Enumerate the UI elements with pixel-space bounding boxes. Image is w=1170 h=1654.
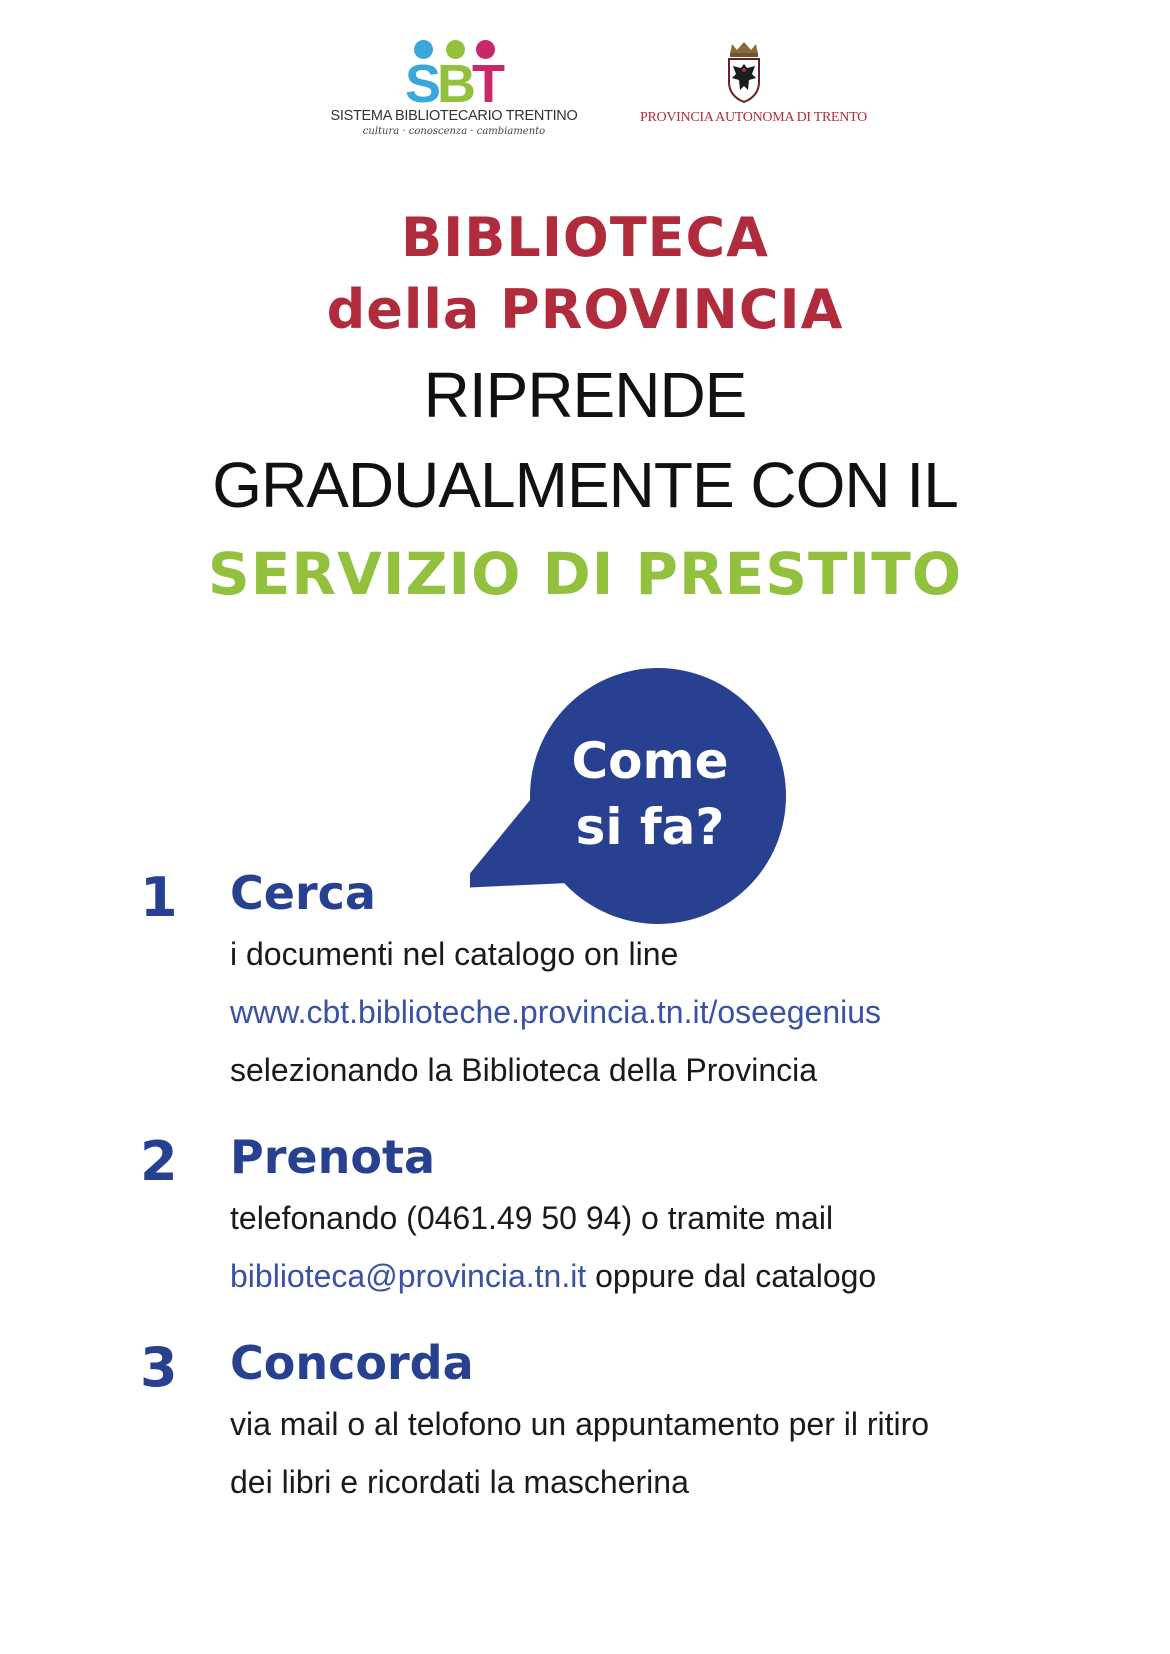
bubble-text [515, 728, 785, 860]
step-3-line-2: dei libri e ricordati la mascherina [230, 1464, 689, 1500]
bubble-line-2: si fa? [575, 798, 725, 856]
provincia-name: PROVINCIA AUTONOMA DI TRENTO [640, 110, 867, 125]
sbt-letter-b: B [437, 54, 473, 114]
step-3-number: 3 [140, 1336, 178, 1399]
step-2-line-2 [230, 1258, 876, 1295]
step-3-line-1: via mail o al telofono un appuntamento per il ritiro [230, 1406, 930, 1442]
step-2-number: 2 [140, 1130, 178, 1193]
sbt-name: SISTEMA BIBLIOTECARIO TRENTINO [330, 108, 578, 124]
sbt-letters [405, 54, 501, 114]
step-3-title: Concorda [230, 1336, 474, 1390]
sbt-tagline: cultura · conoscenza · cambiamento [362, 126, 546, 137]
step-1-number: 1 [140, 866, 178, 929]
headline-riprende: RIPRENDE [423, 359, 747, 431]
headline-della-provincia: della PROVINCIA [326, 278, 844, 341]
eagle-crest-icon [724, 40, 764, 104]
step-1-line-3: selezionando la Biblioteca della Provincia [230, 1052, 818, 1088]
sbt-letter-s: S [405, 54, 438, 114]
catalog-link[interactable]: www.cbt.biblioteche.provincia.tn.it/oseegenius [230, 994, 882, 1030]
sbt-letter-t: T [472, 54, 502, 114]
step-1-title: Cerca [230, 866, 376, 920]
bubble-line-1: Come [571, 732, 729, 790]
headline-servizio-prestito: SERVIZIO DI PRESTITO [207, 540, 963, 608]
step-1-line-1: i documenti nel catalogo on line [230, 936, 679, 972]
headline-biblioteca: BIBLIOTECA [401, 206, 769, 269]
step-2-line-2-rest: oppure dal catalogo [586, 1258, 877, 1294]
headline-gradualmente: GRADUALMENTE CON IL [212, 449, 958, 521]
sbt-logo [325, 40, 583, 145]
step-2-title: Prenota [230, 1130, 435, 1184]
step-2-line-1: telefonando (0461.49 50 94) o tramite mail [230, 1200, 834, 1236]
provincia-logo [640, 40, 867, 130]
email-link[interactable]: biblioteca@provincia.tn.it [230, 1258, 587, 1294]
